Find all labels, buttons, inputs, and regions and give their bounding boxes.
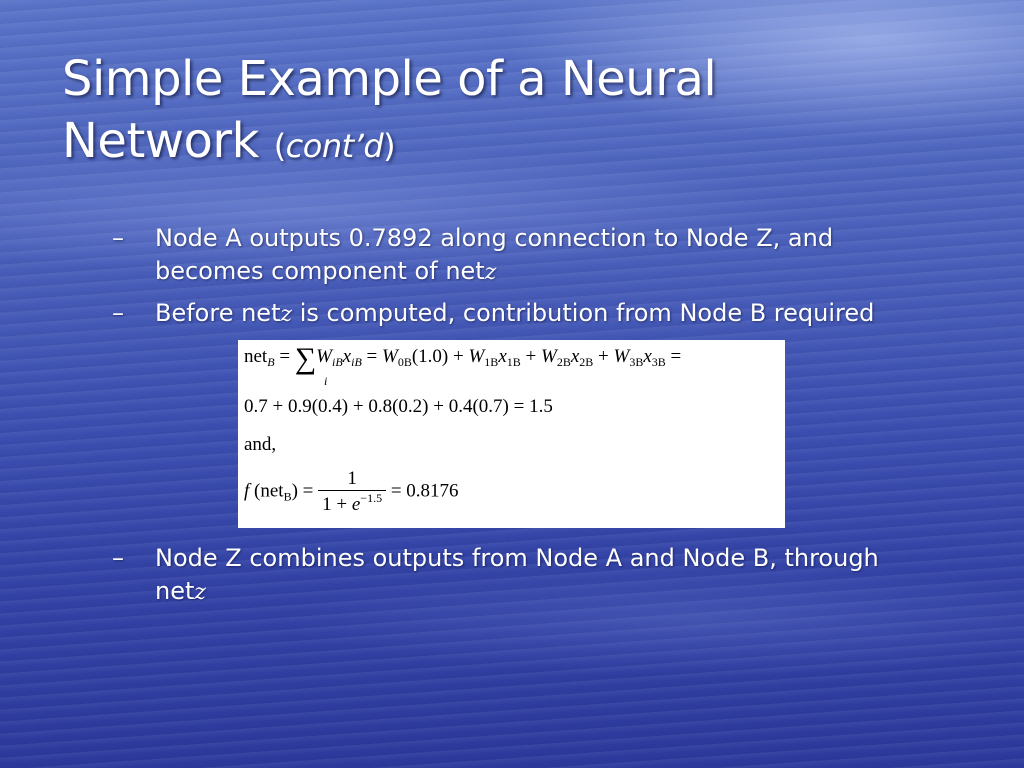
- eq-W: W: [540, 346, 557, 367]
- title-paren-close: ): [383, 127, 396, 165]
- bullet-item: [112, 542, 932, 609]
- eq-sub: 3B: [651, 355, 666, 369]
- eq-x: x: [643, 346, 652, 367]
- eq-sub: 2B: [579, 355, 594, 369]
- eq-plus: +: [593, 346, 614, 367]
- bullet-item: [112, 222, 932, 289]
- eq-net: (net: [249, 480, 284, 502]
- title-contd: cont’d: [285, 127, 384, 165]
- eq-x: x: [498, 346, 507, 367]
- eq-sub: iB: [351, 355, 362, 369]
- eq-f: f: [244, 480, 250, 502]
- eq-equals: =: [665, 346, 682, 367]
- eq-val: (1.0) +: [411, 346, 469, 367]
- eq-equals: ) =: [291, 480, 319, 502]
- bullet-list: [112, 222, 932, 339]
- bullet-dash: –: [112, 224, 124, 252]
- title-network: Network: [62, 113, 259, 169]
- eq-sub: B: [283, 489, 292, 504]
- bullet-list-bottom: [112, 542, 932, 617]
- eq-den-a: 1 +: [322, 494, 352, 515]
- bullet-text: [155, 297, 932, 331]
- eq-numerator: 1: [318, 468, 386, 491]
- eq-net: net: [244, 346, 268, 367]
- eq-sub: 0B: [397, 355, 412, 369]
- bullet-z: z: [194, 580, 206, 605]
- title-line-2: [62, 110, 962, 177]
- eq-equals: =: [361, 346, 382, 367]
- bullet-text-a: Before net: [155, 299, 281, 327]
- eq-sub: 1B: [506, 355, 521, 369]
- eq-sub: B: [267, 355, 275, 369]
- title-paren-open: (: [273, 127, 286, 165]
- eq-plus: +: [520, 346, 541, 367]
- bullet-dash: –: [112, 299, 124, 327]
- bullet-item: [112, 297, 932, 331]
- bullet-z: z: [280, 302, 293, 327]
- equation-line-1: [244, 342, 682, 388]
- bullet-text: [155, 542, 932, 609]
- equation-line-4: [244, 468, 459, 516]
- slide-title: [62, 48, 962, 177]
- eq-sub: 2B: [556, 355, 571, 369]
- eq-sub: 1B: [484, 355, 499, 369]
- eq-x: x: [342, 346, 352, 367]
- bullet-z: z: [484, 260, 497, 285]
- equation-image: [238, 340, 785, 528]
- bullet-dash: –: [112, 544, 124, 572]
- eq-W: W: [613, 346, 630, 367]
- eq-W: W: [316, 346, 332, 367]
- eq-result: = 0.8176: [386, 480, 459, 502]
- bullet-text-a: Node A outputs 0.7892 along connection to Node Z, and becomes component of net: [155, 224, 834, 285]
- eq-W: W: [382, 346, 398, 367]
- eq-exponent: −1.5: [360, 491, 383, 505]
- eq-denominator: [318, 491, 386, 516]
- sum-symbol: ∑: [294, 342, 317, 375]
- equation-line-3: and,: [244, 434, 277, 455]
- equation-line-2: 0.7 + 0.9(0.4) + 0.8(0.2) + 0.4(0.7) = 1.5: [244, 396, 553, 417]
- title-line-1: Simple Example of a Neural: [62, 51, 717, 107]
- bullet-text: [155, 222, 932, 289]
- bullet-text-a: Node Z combines outputs from Node A and Node B, through net: [155, 544, 879, 605]
- eq-W: W: [468, 346, 485, 367]
- eq-fraction: [318, 468, 386, 516]
- eq-sub: iB: [332, 355, 343, 369]
- eq-x: x: [570, 346, 580, 367]
- sum-index: i: [324, 374, 328, 388]
- eq-e: e: [351, 494, 361, 515]
- bullet-text-b: is computed, contribution from Node B required: [292, 299, 875, 327]
- eq-equals: =: [274, 346, 295, 367]
- eq-sub: 3B: [629, 355, 644, 369]
